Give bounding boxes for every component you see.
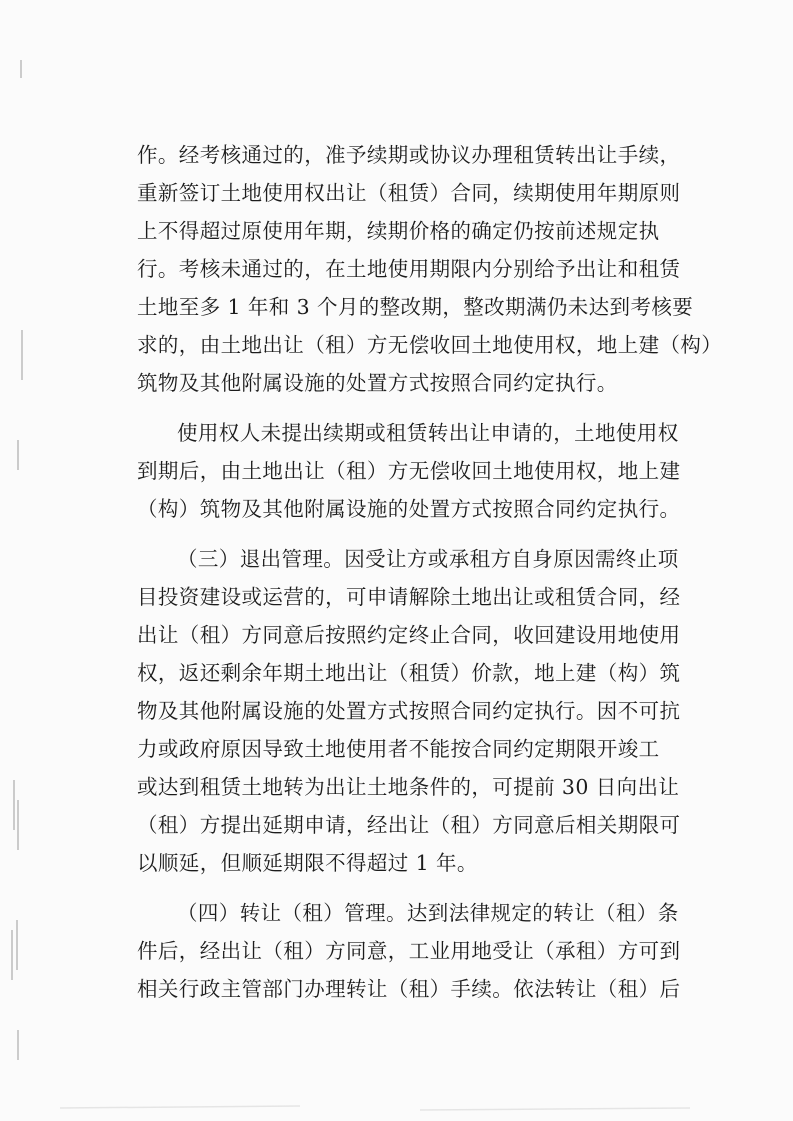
paragraph-gap [137, 882, 661, 894]
text-line: （租）方提出延期申请，经出让（租）方同意后相关期限可 [137, 813, 681, 837]
text-line: 力或政府原因导致土地使用者不能按合同约定期限开竣工 [137, 737, 660, 761]
text-line: （构）筑物及其他附属设施的处置方式按照合同约定执行。 [137, 497, 681, 521]
text-line: 行。考核未通过的，在土地使用期限内分别给予出让和租赁 [137, 257, 681, 281]
paragraph-gap [137, 402, 661, 414]
text-line: 上不得超过原使用年期，续期价格的确定仍按前述规定执 [137, 219, 660, 243]
text-line: 出让（租）方同意后按照约定终止合同，收回建设用地使用 [137, 623, 681, 647]
paragraph-3 [137, 540, 681, 882]
text-line: 权，返还剩余年期土地出让（租赁）价款，地上建（构）筑 [137, 661, 681, 685]
text-line: 件后，经出让（租）方同意，工业用地受让（承租）方可到 [137, 939, 681, 963]
text-line: 使用权人未提出续期或租赁转出让申请的，土地使用权 [177, 421, 679, 445]
paragraph-gap [137, 528, 661, 540]
text-line: （三）退出管理。因受让方或承租方自身原因需终止项 [177, 547, 679, 571]
text-line: 物及其他附属设施的处置方式按照合同约定执行。因不可抗 [137, 699, 681, 723]
paragraph-1 [137, 136, 723, 402]
text-line: 或达到租赁土地转为出让土地条件的，可提前 30 日向出让 [137, 775, 680, 799]
paragraph-2 [137, 414, 681, 528]
paragraph-4 [137, 894, 681, 1008]
text-line: （四）转让（租）管理。达到法律规定的转让（租）条 [177, 901, 679, 925]
text-line: 相关行政主管部门办理转让（租）手续。依法转让（租）后 [137, 977, 681, 1001]
text-line: 以顺延，但顺延期限不得超过 1 年。 [137, 851, 478, 875]
body-text [137, 136, 723, 1008]
text-line: 作。经考核通过的，准予续期或协议办理租赁转出让手续， [137, 143, 681, 167]
text-line: 目投资建设或运营的，可申请解除土地出让或租赁合同，经 [137, 585, 681, 609]
text-line: 到期后，由土地出让（租）方无偿收回土地使用权，地上建 [137, 459, 681, 483]
text-line: 土地至多 1 年和 3 个月的整改期，整改期满仍未达到考核要 [137, 295, 694, 319]
text-line: 求的，由土地出让（租）方无偿收回土地使用权，地上建（构） [137, 333, 723, 357]
text-line: 重新签订土地使用权出让（租赁）合同，续期使用年期原则 [137, 181, 681, 205]
text-line: 筑物及其他附属设施的处置方式按照合同约定执行。 [137, 371, 618, 395]
